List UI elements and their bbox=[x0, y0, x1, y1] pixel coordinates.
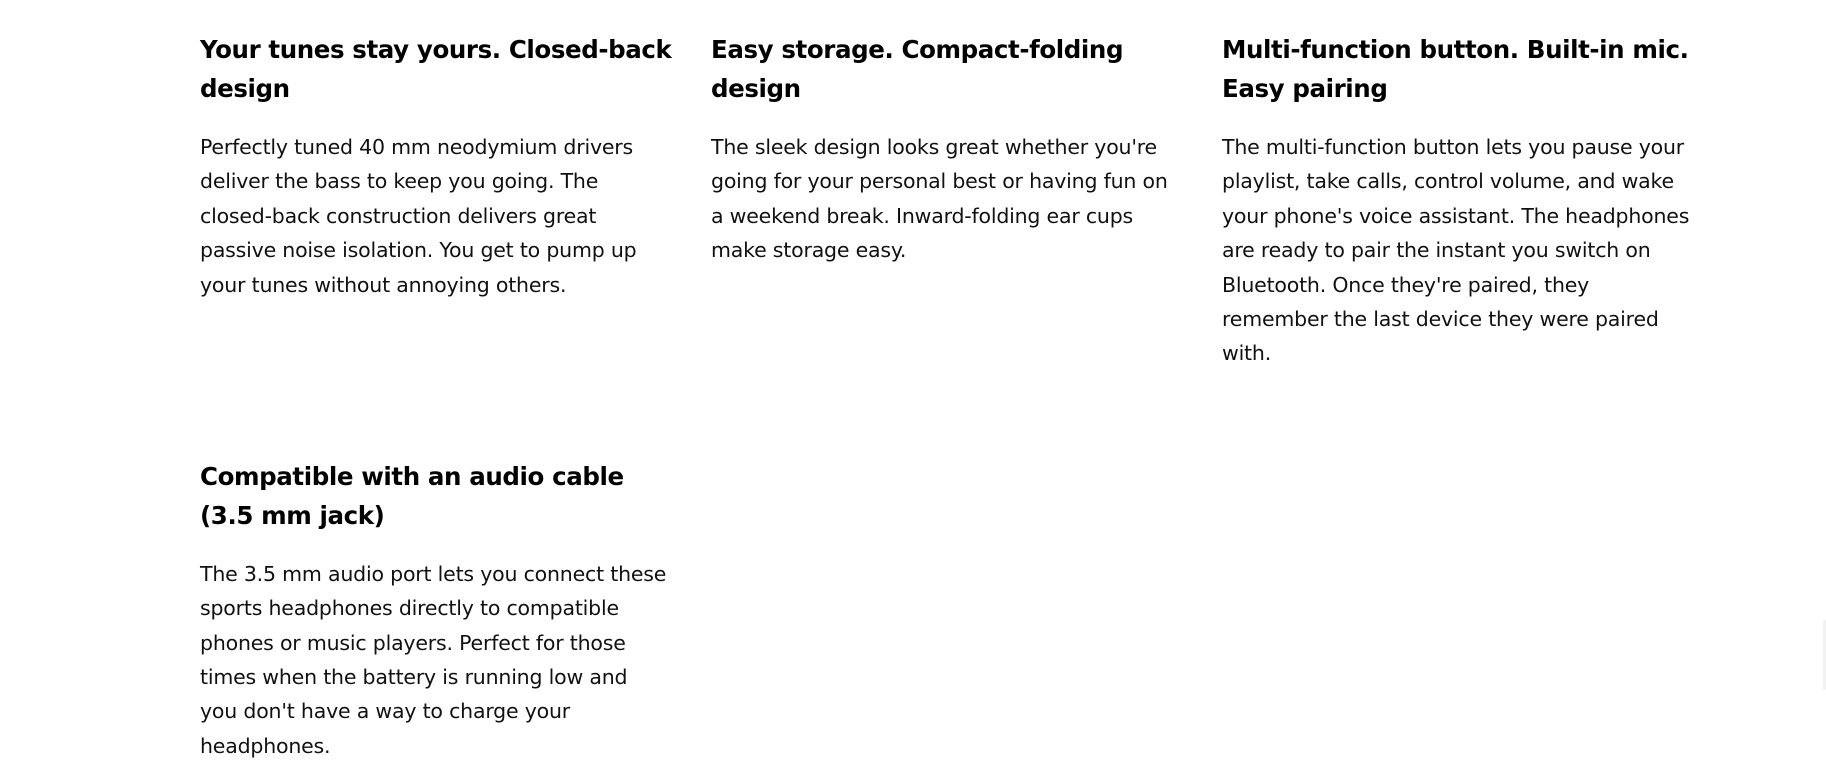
feature-closed-back-design bbox=[200, 30, 675, 371]
feature-description: The 3.5 mm audio port lets you connect these sports headphones directly to compatible phones or music players. Perfect for those times when the battery is running low and you don't have a way to charge your headphones. bbox=[200, 561, 667, 758]
feature-title: Multi-function button. Built-in mic. Easy pairing bbox=[1222, 35, 1689, 103]
feature-description: The sleek design looks great whether you're going for your personal best or having fun on a weekend break. Inward-folding ear cups make storage easy. bbox=[711, 135, 1168, 263]
feature-multi-function-button bbox=[1222, 30, 1697, 371]
feature-title: Your tunes stay yours. Closed-back design bbox=[200, 35, 672, 103]
feature-compact-folding-design bbox=[711, 30, 1186, 371]
feature-description: Perfectly tuned 40 mm neodymium drivers deliver the bass to keep you going. The closed-back construction delivers great passive noise isolation. You get to pump up your tunes without annoying others. bbox=[200, 135, 637, 297]
feature-audio-cable-compatible bbox=[200, 457, 675, 763]
feature-description: The multi-function button lets you pause your playlist, take calls, control volume, and wake your phone's voice assistant. The headphones are ready to pair the instant you switch on Bluetooth. Once they're paired, they remember the last device they were paired with. bbox=[1222, 135, 1690, 366]
feature-grid bbox=[200, 30, 1690, 763]
feature-title: Easy storage. Compact-folding design bbox=[711, 35, 1124, 103]
feature-title: Compatible with an audio cable (3.5 mm jack) bbox=[200, 461, 624, 530]
